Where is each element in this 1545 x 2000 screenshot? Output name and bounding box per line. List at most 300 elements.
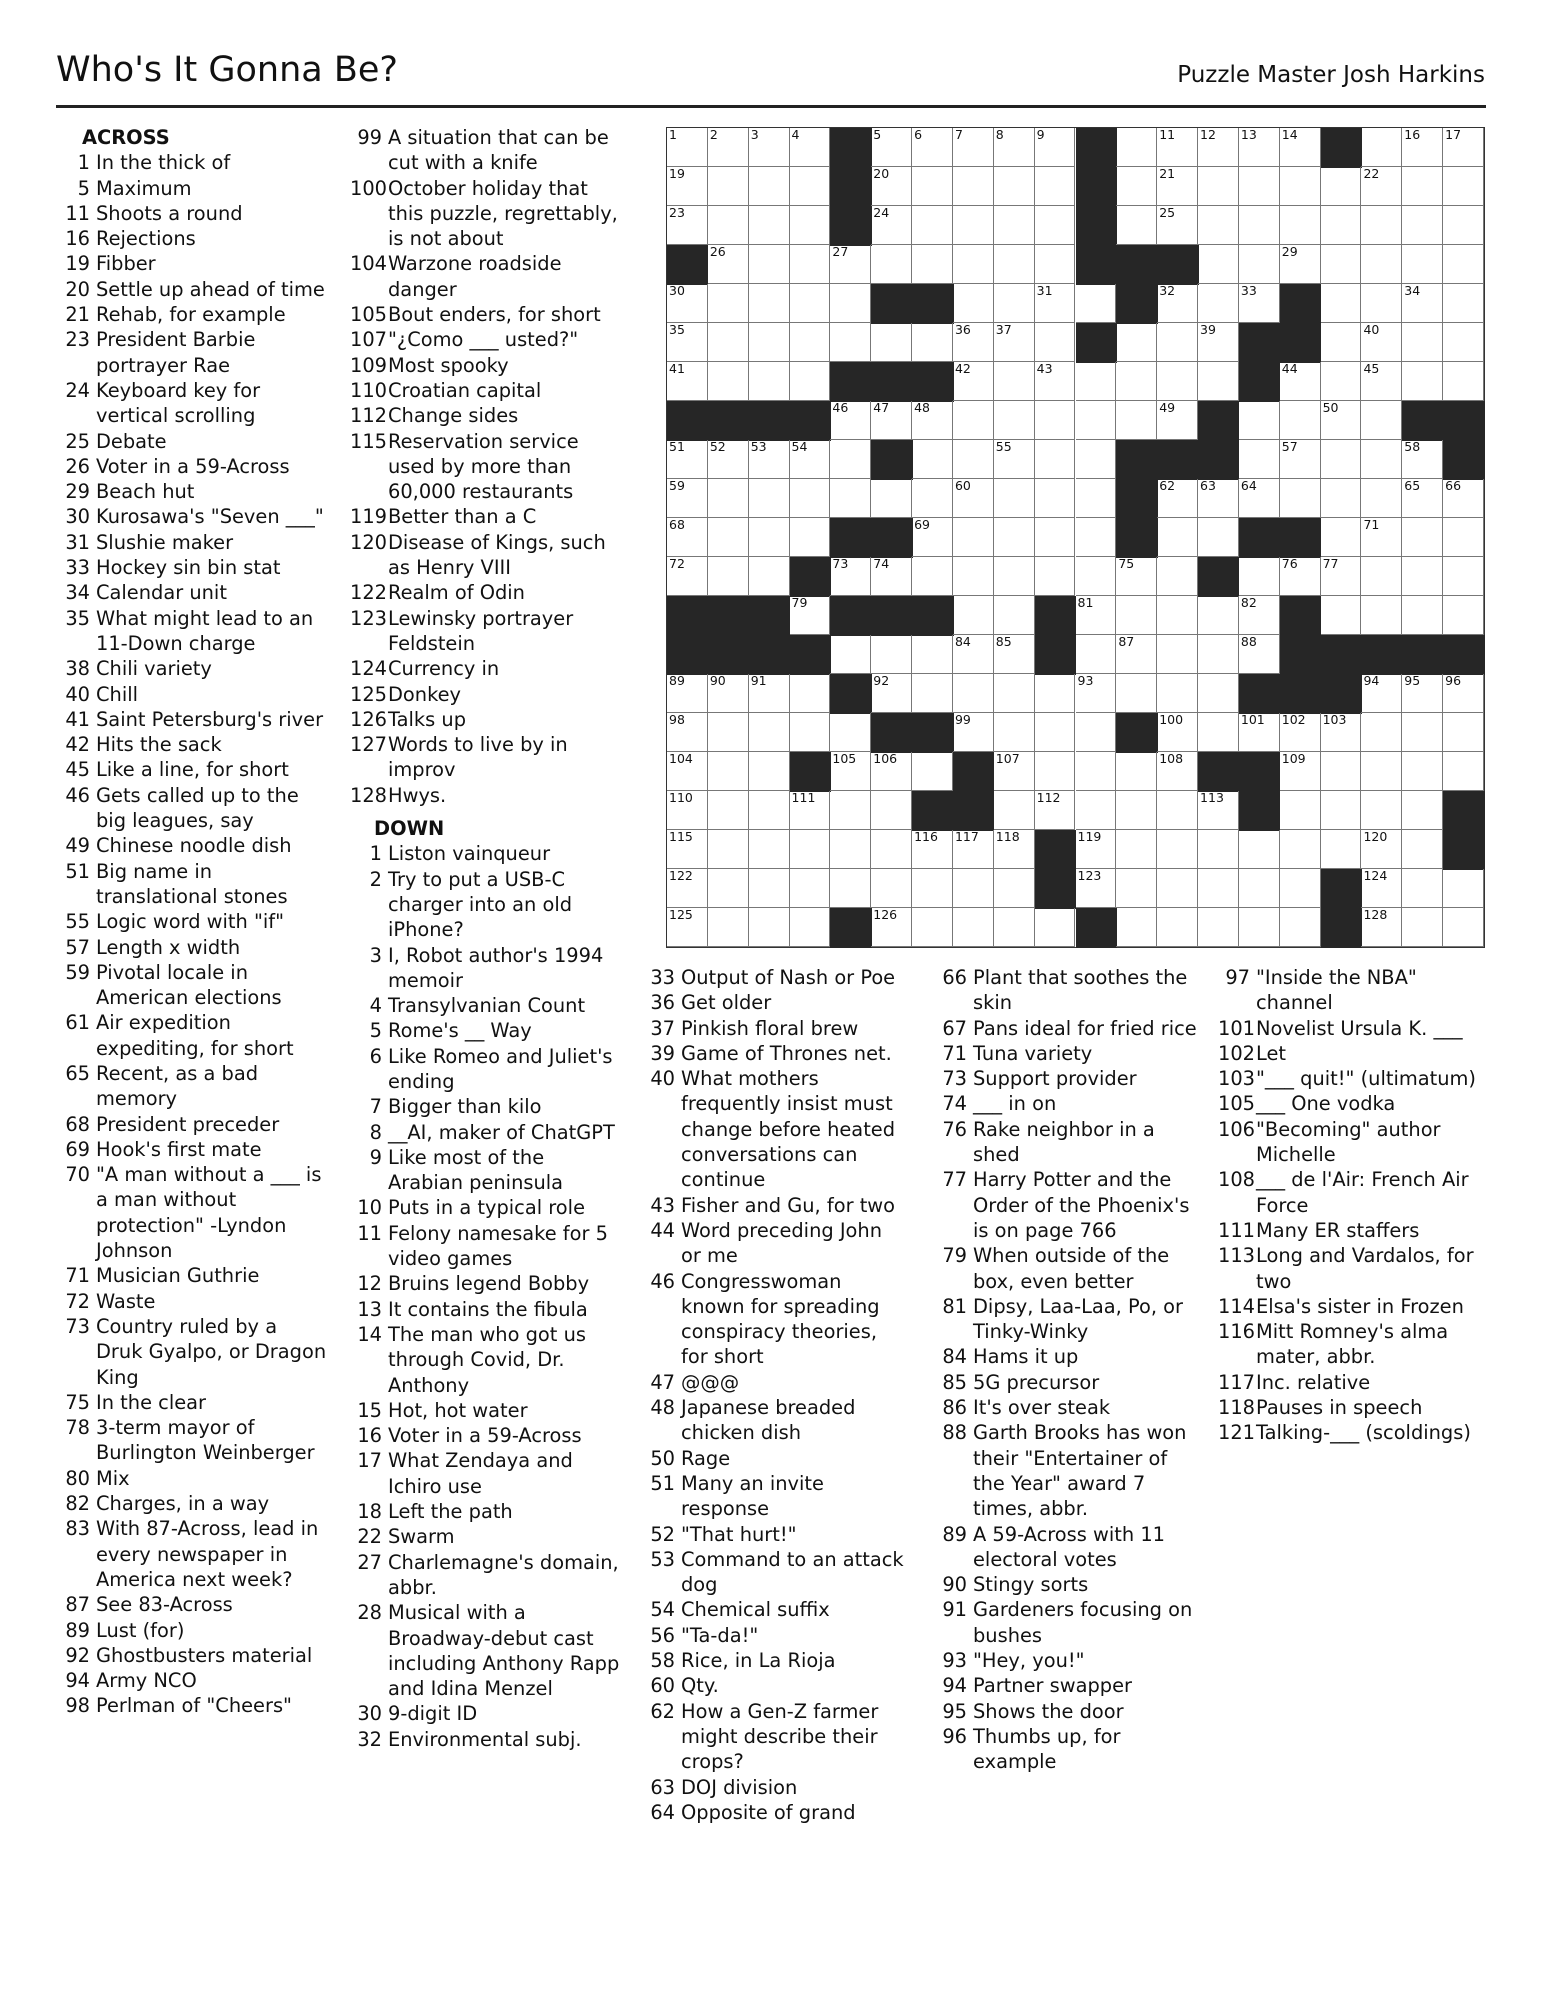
grid-cell[interactable] xyxy=(1239,869,1280,908)
grid-cell[interactable] xyxy=(953,284,994,323)
grid-cell[interactable] xyxy=(953,713,994,752)
grid-cell[interactable] xyxy=(1280,869,1321,908)
grid-cell[interactable] xyxy=(994,752,1035,791)
grid-cell[interactable] xyxy=(667,674,708,713)
grid-cell[interactable] xyxy=(1402,479,1443,518)
grid-cell[interactable] xyxy=(749,206,790,245)
grid-cell[interactable] xyxy=(1280,401,1321,440)
grid-cell[interactable] xyxy=(749,791,790,830)
grid-cell[interactable] xyxy=(1443,284,1484,323)
grid-cell[interactable] xyxy=(1116,791,1157,830)
grid-cell[interactable] xyxy=(912,401,953,440)
grid-cell[interactable] xyxy=(871,869,912,908)
grid-cell[interactable] xyxy=(1198,206,1239,245)
grid-cell[interactable] xyxy=(1198,518,1239,557)
grid-cell[interactable] xyxy=(1198,713,1239,752)
grid-cell[interactable] xyxy=(953,596,994,635)
grid-cell[interactable] xyxy=(1443,128,1484,167)
grid-cell[interactable] xyxy=(1239,713,1280,752)
grid-cell[interactable] xyxy=(1157,206,1198,245)
grid-cell[interactable] xyxy=(1157,830,1198,869)
grid-cell[interactable] xyxy=(1402,284,1443,323)
grid-cell[interactable] xyxy=(1076,596,1117,635)
grid-cell[interactable] xyxy=(830,713,871,752)
grid-cell[interactable] xyxy=(1361,362,1402,401)
grid-cell[interactable] xyxy=(1198,284,1239,323)
grid-cell[interactable] xyxy=(912,479,953,518)
grid-cell[interactable] xyxy=(1116,830,1157,869)
grid-cell[interactable] xyxy=(1402,206,1443,245)
grid-cell[interactable] xyxy=(667,791,708,830)
grid-cell[interactable] xyxy=(667,323,708,362)
grid-cell[interactable] xyxy=(994,479,1035,518)
grid-cell[interactable] xyxy=(1157,518,1198,557)
grid-cell[interactable] xyxy=(1321,752,1362,791)
grid-cell[interactable] xyxy=(912,128,953,167)
grid-cell[interactable] xyxy=(953,362,994,401)
grid-cell[interactable] xyxy=(1402,518,1443,557)
grid-cell[interactable] xyxy=(953,167,994,206)
grid-cell[interactable] xyxy=(1280,440,1321,479)
grid-cell[interactable] xyxy=(708,206,749,245)
grid-cell[interactable] xyxy=(1035,440,1076,479)
grid-cell[interactable] xyxy=(912,635,953,674)
grid-cell[interactable] xyxy=(830,830,871,869)
grid-cell[interactable] xyxy=(1443,206,1484,245)
grid-cell[interactable] xyxy=(953,245,994,284)
grid-cell[interactable] xyxy=(1402,713,1443,752)
grid-cell[interactable] xyxy=(1116,362,1157,401)
grid-cell[interactable] xyxy=(1198,674,1239,713)
grid-cell[interactable] xyxy=(1035,557,1076,596)
grid-cell[interactable] xyxy=(1402,596,1443,635)
grid-cell[interactable] xyxy=(790,206,831,245)
grid-cell[interactable] xyxy=(1076,362,1117,401)
grid-cell[interactable] xyxy=(912,869,953,908)
grid-cell[interactable] xyxy=(871,401,912,440)
grid-cell[interactable] xyxy=(708,440,749,479)
grid-cell[interactable] xyxy=(994,245,1035,284)
grid-cell[interactable] xyxy=(1402,830,1443,869)
grid-cell[interactable] xyxy=(708,869,749,908)
grid-cell[interactable] xyxy=(790,713,831,752)
grid-cell[interactable] xyxy=(1076,518,1117,557)
grid-cell[interactable] xyxy=(1116,206,1157,245)
grid-cell[interactable] xyxy=(1239,284,1280,323)
grid-cell[interactable] xyxy=(1239,635,1280,674)
grid-cell[interactable] xyxy=(749,167,790,206)
grid-cell[interactable] xyxy=(1321,713,1362,752)
grid-cell[interactable] xyxy=(708,752,749,791)
grid-cell[interactable] xyxy=(994,908,1035,947)
grid-cell[interactable] xyxy=(749,440,790,479)
grid-cell[interactable] xyxy=(708,362,749,401)
grid-cell[interactable] xyxy=(790,479,831,518)
grid-cell[interactable] xyxy=(1198,128,1239,167)
grid-cell[interactable] xyxy=(1157,167,1198,206)
grid-cell[interactable] xyxy=(871,479,912,518)
grid-cell[interactable] xyxy=(749,674,790,713)
grid-cell[interactable] xyxy=(953,518,994,557)
grid-cell[interactable] xyxy=(749,245,790,284)
grid-cell[interactable] xyxy=(994,362,1035,401)
grid-cell[interactable] xyxy=(667,479,708,518)
grid-cell[interactable] xyxy=(1361,557,1402,596)
grid-cell[interactable] xyxy=(790,830,831,869)
grid-cell[interactable] xyxy=(1239,128,1280,167)
grid-cell[interactable] xyxy=(1116,323,1157,362)
grid-cell[interactable] xyxy=(1361,440,1402,479)
grid-cell[interactable] xyxy=(1361,791,1402,830)
grid-cell[interactable] xyxy=(912,908,953,947)
grid-cell[interactable] xyxy=(790,362,831,401)
grid-cell[interactable] xyxy=(830,635,871,674)
grid-cell[interactable] xyxy=(830,284,871,323)
grid-cell[interactable] xyxy=(1321,362,1362,401)
grid-cell[interactable] xyxy=(912,167,953,206)
grid-cell[interactable] xyxy=(1116,557,1157,596)
grid-cell[interactable] xyxy=(1280,713,1321,752)
grid-cell[interactable] xyxy=(1157,635,1198,674)
grid-cell[interactable] xyxy=(790,440,831,479)
grid-cell[interactable] xyxy=(790,869,831,908)
grid-cell[interactable] xyxy=(1157,362,1198,401)
grid-cell[interactable] xyxy=(1157,791,1198,830)
grid-cell[interactable] xyxy=(871,323,912,362)
grid-cell[interactable] xyxy=(1076,284,1117,323)
grid-cell[interactable] xyxy=(1239,206,1280,245)
grid-cell[interactable] xyxy=(1402,440,1443,479)
grid-cell[interactable] xyxy=(1035,323,1076,362)
grid-cell[interactable] xyxy=(953,479,994,518)
grid-cell[interactable] xyxy=(1361,284,1402,323)
grid-cell[interactable] xyxy=(1157,401,1198,440)
grid-cell[interactable] xyxy=(749,518,790,557)
grid-cell[interactable] xyxy=(1076,752,1117,791)
grid-cell[interactable] xyxy=(790,518,831,557)
grid-cell[interactable] xyxy=(1443,557,1484,596)
grid-cell[interactable] xyxy=(1116,908,1157,947)
grid-cell[interactable] xyxy=(1361,245,1402,284)
grid-cell[interactable] xyxy=(994,440,1035,479)
grid-cell[interactable] xyxy=(1321,245,1362,284)
grid-cell[interactable] xyxy=(1443,674,1484,713)
grid-cell[interactable] xyxy=(994,128,1035,167)
grid-cell[interactable] xyxy=(1116,635,1157,674)
grid-cell[interactable] xyxy=(1239,245,1280,284)
grid-cell[interactable] xyxy=(1280,206,1321,245)
grid-cell[interactable] xyxy=(912,323,953,362)
grid-cell[interactable] xyxy=(953,323,994,362)
grid-cell[interactable] xyxy=(953,908,994,947)
grid-cell[interactable] xyxy=(1321,791,1362,830)
grid-cell[interactable] xyxy=(953,830,994,869)
grid-cell[interactable] xyxy=(1321,167,1362,206)
grid-cell[interactable] xyxy=(1116,401,1157,440)
grid-cell[interactable] xyxy=(871,557,912,596)
grid-cell[interactable] xyxy=(1157,908,1198,947)
grid-cell[interactable] xyxy=(708,557,749,596)
grid-cell[interactable] xyxy=(1280,128,1321,167)
grid-cell[interactable] xyxy=(1198,479,1239,518)
grid-cell[interactable] xyxy=(1239,830,1280,869)
grid-cell[interactable] xyxy=(1321,557,1362,596)
grid-cell[interactable] xyxy=(749,284,790,323)
grid-cell[interactable] xyxy=(1361,596,1402,635)
grid-cell[interactable] xyxy=(1443,245,1484,284)
grid-cell[interactable] xyxy=(953,401,994,440)
grid-cell[interactable] xyxy=(830,479,871,518)
grid-cell[interactable] xyxy=(1035,791,1076,830)
grid-cell[interactable] xyxy=(1116,674,1157,713)
grid-cell[interactable] xyxy=(1076,869,1117,908)
grid-cell[interactable] xyxy=(912,830,953,869)
grid-cell[interactable] xyxy=(953,674,994,713)
grid-cell[interactable] xyxy=(830,401,871,440)
grid-cell[interactable] xyxy=(749,323,790,362)
grid-cell[interactable] xyxy=(953,128,994,167)
grid-cell[interactable] xyxy=(912,557,953,596)
grid-cell[interactable] xyxy=(994,674,1035,713)
grid-cell[interactable] xyxy=(1157,128,1198,167)
grid-cell[interactable] xyxy=(1157,323,1198,362)
grid-cell[interactable] xyxy=(953,440,994,479)
grid-cell[interactable] xyxy=(1076,791,1117,830)
grid-cell[interactable] xyxy=(1076,635,1117,674)
grid-cell[interactable] xyxy=(1361,401,1402,440)
grid-cell[interactable] xyxy=(708,674,749,713)
grid-cell[interactable] xyxy=(1157,284,1198,323)
grid-cell[interactable] xyxy=(790,791,831,830)
grid-cell[interactable] xyxy=(749,713,790,752)
grid-cell[interactable] xyxy=(1239,401,1280,440)
grid-cell[interactable] xyxy=(708,791,749,830)
grid-cell[interactable] xyxy=(1280,791,1321,830)
grid-cell[interactable] xyxy=(708,245,749,284)
grid-cell[interactable] xyxy=(1361,830,1402,869)
grid-cell[interactable] xyxy=(667,128,708,167)
grid-cell[interactable] xyxy=(912,518,953,557)
grid-cell[interactable] xyxy=(708,908,749,947)
grid-cell[interactable] xyxy=(1076,479,1117,518)
grid-cell[interactable] xyxy=(1321,401,1362,440)
grid-cell[interactable] xyxy=(871,167,912,206)
grid-cell[interactable] xyxy=(1443,362,1484,401)
grid-cell[interactable] xyxy=(1280,167,1321,206)
grid-cell[interactable] xyxy=(871,674,912,713)
grid-cell[interactable] xyxy=(871,128,912,167)
grid-cell[interactable] xyxy=(1198,635,1239,674)
grid-cell[interactable] xyxy=(1321,596,1362,635)
grid-cell[interactable] xyxy=(1402,557,1443,596)
grid-cell[interactable] xyxy=(994,596,1035,635)
grid-cell[interactable] xyxy=(1157,674,1198,713)
grid-cell[interactable] xyxy=(1402,674,1443,713)
grid-cell[interactable] xyxy=(1361,752,1402,791)
grid-cell[interactable] xyxy=(994,167,1035,206)
grid-cell[interactable] xyxy=(912,752,953,791)
grid-cell[interactable] xyxy=(1157,557,1198,596)
grid-cell[interactable] xyxy=(1239,479,1280,518)
grid-cell[interactable] xyxy=(830,245,871,284)
grid-cell[interactable] xyxy=(1321,440,1362,479)
grid-cell[interactable] xyxy=(1157,713,1198,752)
grid-cell[interactable] xyxy=(667,752,708,791)
grid-cell[interactable] xyxy=(1321,206,1362,245)
grid-cell[interactable] xyxy=(1035,518,1076,557)
grid-cell[interactable] xyxy=(1402,245,1443,284)
grid-cell[interactable] xyxy=(667,830,708,869)
grid-cell[interactable] xyxy=(667,869,708,908)
grid-cell[interactable] xyxy=(871,206,912,245)
grid-cell[interactable] xyxy=(1198,245,1239,284)
grid-cell[interactable] xyxy=(1361,869,1402,908)
grid-cell[interactable] xyxy=(1076,713,1117,752)
grid-cell[interactable] xyxy=(1280,752,1321,791)
grid-cell[interactable] xyxy=(871,635,912,674)
grid-cell[interactable] xyxy=(1116,752,1157,791)
grid-cell[interactable] xyxy=(994,830,1035,869)
grid-cell[interactable] xyxy=(1035,401,1076,440)
grid-cell[interactable] xyxy=(1076,440,1117,479)
grid-cell[interactable] xyxy=(994,323,1035,362)
grid-cell[interactable] xyxy=(749,830,790,869)
grid-cell[interactable] xyxy=(667,713,708,752)
grid-cell[interactable] xyxy=(790,284,831,323)
grid-cell[interactable] xyxy=(667,440,708,479)
grid-cell[interactable] xyxy=(1321,830,1362,869)
grid-cell[interactable] xyxy=(1361,206,1402,245)
grid-cell[interactable] xyxy=(1443,167,1484,206)
grid-cell[interactable] xyxy=(1443,479,1484,518)
grid-cell[interactable] xyxy=(708,830,749,869)
grid-cell[interactable] xyxy=(871,752,912,791)
grid-cell[interactable] xyxy=(1361,908,1402,947)
grid-cell[interactable] xyxy=(1402,752,1443,791)
grid-cell[interactable] xyxy=(1361,713,1402,752)
grid-cell[interactable] xyxy=(1035,362,1076,401)
grid-cell[interactable] xyxy=(708,167,749,206)
grid-cell[interactable] xyxy=(1239,440,1280,479)
grid-cell[interactable] xyxy=(1035,908,1076,947)
grid-cell[interactable] xyxy=(790,167,831,206)
grid-cell[interactable] xyxy=(1157,752,1198,791)
grid-cell[interactable] xyxy=(830,440,871,479)
grid-cell[interactable] xyxy=(1361,479,1402,518)
grid-cell[interactable] xyxy=(667,908,708,947)
grid-cell[interactable] xyxy=(1076,830,1117,869)
grid-cell[interactable] xyxy=(749,869,790,908)
grid-cell[interactable] xyxy=(994,518,1035,557)
grid-cell[interactable] xyxy=(1402,791,1443,830)
grid-cell[interactable] xyxy=(667,206,708,245)
grid-cell[interactable] xyxy=(871,791,912,830)
grid-cell[interactable] xyxy=(830,323,871,362)
grid-cell[interactable] xyxy=(1198,596,1239,635)
grid-cell[interactable] xyxy=(1321,479,1362,518)
grid-cell[interactable] xyxy=(912,674,953,713)
grid-cell[interactable] xyxy=(1035,752,1076,791)
grid-cell[interactable] xyxy=(994,635,1035,674)
grid-cell[interactable] xyxy=(1443,752,1484,791)
grid-cell[interactable] xyxy=(1198,830,1239,869)
grid-cell[interactable] xyxy=(994,869,1035,908)
grid-cell[interactable] xyxy=(1035,284,1076,323)
grid-cell[interactable] xyxy=(1443,713,1484,752)
grid-cell[interactable] xyxy=(1116,128,1157,167)
grid-cell[interactable] xyxy=(1076,557,1117,596)
grid-cell[interactable] xyxy=(1443,908,1484,947)
grid-cell[interactable] xyxy=(1198,167,1239,206)
grid-cell[interactable] xyxy=(790,908,831,947)
grid-cell[interactable] xyxy=(1035,128,1076,167)
grid-cell[interactable] xyxy=(953,635,994,674)
grid-cell[interactable] xyxy=(1321,518,1362,557)
grid-cell[interactable] xyxy=(708,128,749,167)
grid-cell[interactable] xyxy=(749,908,790,947)
grid-cell[interactable] xyxy=(994,557,1035,596)
grid-cell[interactable] xyxy=(1157,869,1198,908)
grid-cell[interactable] xyxy=(1198,869,1239,908)
grid-cell[interactable] xyxy=(1402,869,1443,908)
grid-cell[interactable] xyxy=(708,323,749,362)
grid-cell[interactable] xyxy=(1157,596,1198,635)
grid-cell[interactable] xyxy=(667,167,708,206)
grid-cell[interactable] xyxy=(1402,167,1443,206)
grid-cell[interactable] xyxy=(830,791,871,830)
grid-cell[interactable] xyxy=(708,518,749,557)
grid-cell[interactable] xyxy=(1280,245,1321,284)
grid-cell[interactable] xyxy=(1443,323,1484,362)
grid-cell[interactable] xyxy=(912,440,953,479)
grid-cell[interactable] xyxy=(1280,557,1321,596)
grid-cell[interactable] xyxy=(1443,518,1484,557)
grid-cell[interactable] xyxy=(749,557,790,596)
grid-cell[interactable] xyxy=(1280,908,1321,947)
grid-cell[interactable] xyxy=(1361,128,1402,167)
grid-cell[interactable] xyxy=(1035,674,1076,713)
grid-cell[interactable] xyxy=(749,752,790,791)
grid-cell[interactable] xyxy=(1239,596,1280,635)
grid-cell[interactable] xyxy=(871,908,912,947)
grid-cell[interactable] xyxy=(790,128,831,167)
grid-cell[interactable] xyxy=(1280,830,1321,869)
grid-cell[interactable] xyxy=(1402,323,1443,362)
grid-cell[interactable] xyxy=(708,284,749,323)
grid-cell[interactable] xyxy=(1116,167,1157,206)
grid-cell[interactable] xyxy=(912,245,953,284)
grid-cell[interactable] xyxy=(708,479,749,518)
grid-cell[interactable] xyxy=(1361,167,1402,206)
grid-cell[interactable] xyxy=(749,128,790,167)
grid-cell[interactable] xyxy=(1402,128,1443,167)
grid-cell[interactable] xyxy=(1198,362,1239,401)
grid-cell[interactable] xyxy=(1361,674,1402,713)
grid-cell[interactable] xyxy=(1402,362,1443,401)
grid-cell[interactable] xyxy=(1035,167,1076,206)
grid-cell[interactable] xyxy=(790,674,831,713)
grid-cell[interactable] xyxy=(667,518,708,557)
grid-cell[interactable] xyxy=(830,752,871,791)
grid-cell[interactable] xyxy=(1321,323,1362,362)
grid-cell[interactable] xyxy=(1076,401,1117,440)
grid-cell[interactable] xyxy=(790,245,831,284)
grid-cell[interactable] xyxy=(912,206,953,245)
grid-cell[interactable] xyxy=(830,557,871,596)
grid-cell[interactable] xyxy=(953,206,994,245)
grid-cell[interactable] xyxy=(1402,908,1443,947)
grid-cell[interactable] xyxy=(1239,167,1280,206)
